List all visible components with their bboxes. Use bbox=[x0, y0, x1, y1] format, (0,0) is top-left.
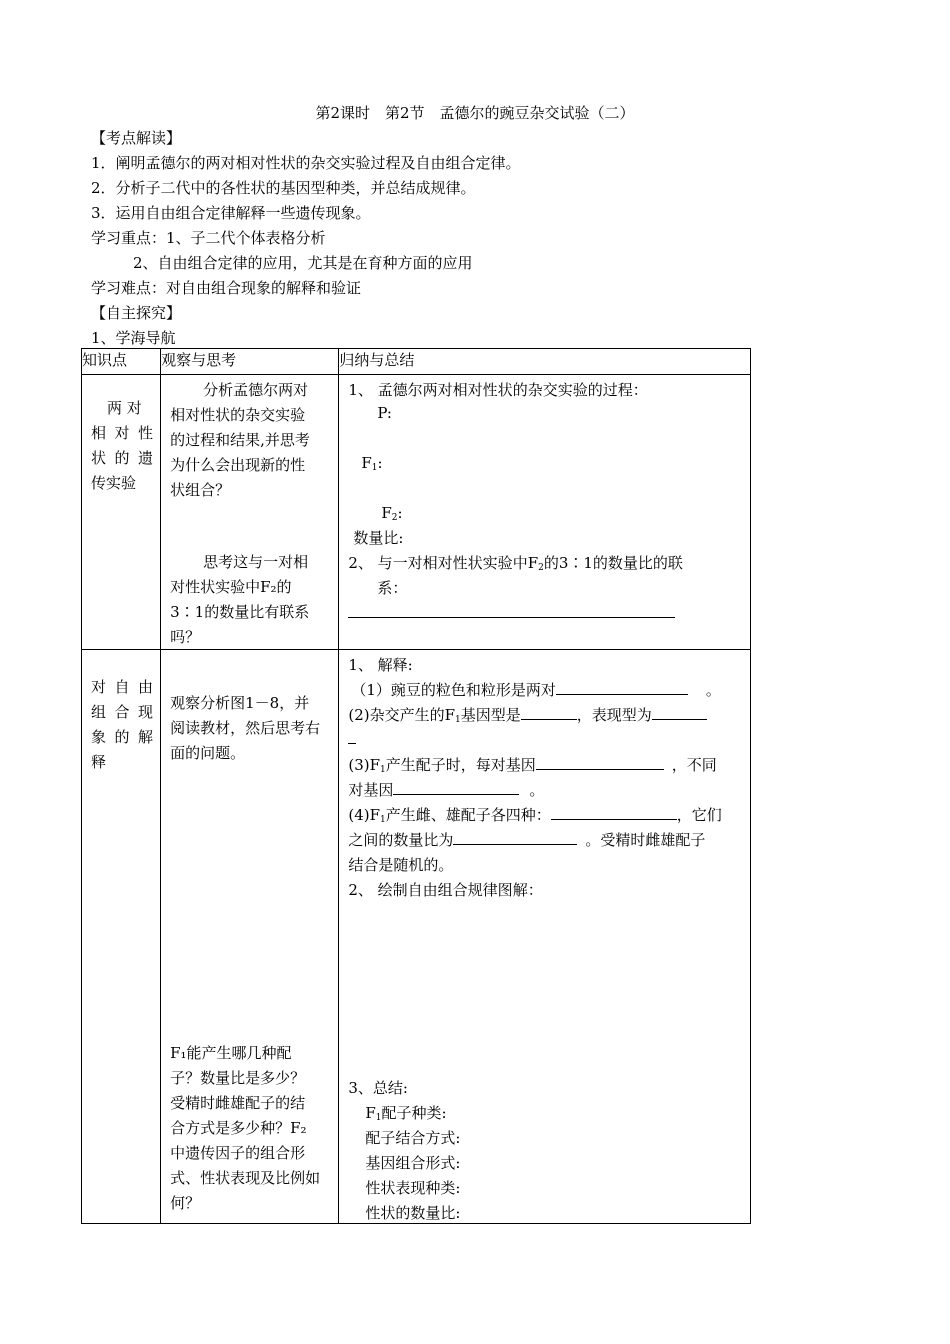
summary-line: （1）豌豆的粒色和粒形是两对 。 bbox=[351, 681, 721, 699]
topic-line: 状的遗 bbox=[91, 449, 153, 467]
topic-line: 释 bbox=[91, 753, 107, 771]
topic-cell bbox=[82, 650, 161, 1224]
summary-line: 1、 孟德尔两对相对性状的杂交实验的过程： bbox=[348, 381, 648, 399]
answer-blank[interactable] bbox=[393, 780, 519, 795]
answer-blank[interactable] bbox=[556, 680, 688, 695]
key-point-1: 学习重点：1、子二代个体表格分析 bbox=[91, 229, 326, 247]
answer-blank[interactable] bbox=[348, 729, 356, 744]
zizhu-header: 【自主探究】 bbox=[91, 304, 182, 322]
summary-line: 对基因 。 bbox=[348, 781, 545, 799]
summary-line: 性状的数量比: bbox=[365, 1204, 461, 1222]
summary-cell bbox=[339, 375, 751, 650]
answer-blank[interactable] bbox=[453, 830, 577, 845]
observe-line: 思考这与一对相 bbox=[203, 553, 309, 571]
summary-line: (2)杂交产生的$F_1$基因型是 ，表现型为 bbox=[348, 704, 706, 725]
answer-blank[interactable] bbox=[551, 805, 677, 820]
summary-line: 3、总结: bbox=[348, 1079, 408, 1097]
observe-line: 分析孟德尔两对 bbox=[203, 381, 309, 399]
summary-line: 基因组合形式: bbox=[365, 1154, 461, 1172]
summary-cell bbox=[339, 650, 751, 1224]
header-topic: 知识点 bbox=[82, 349, 161, 375]
observe-line: 状组合？ bbox=[170, 481, 231, 499]
observe-line: 面的问题。 bbox=[170, 744, 246, 762]
observe-line: 受精时雌雄配子的结 bbox=[170, 1094, 306, 1112]
kaodian-item-1: 1．阐明孟德尔的两对相对性状的杂交实验过程及自由组合定律。 bbox=[91, 154, 521, 172]
summary-line: 1、 解释: bbox=[348, 656, 413, 674]
observe-line: 吗？ bbox=[170, 628, 201, 646]
topic-line: 象的解 bbox=[91, 728, 153, 746]
observe-line: 观察分析图1－8，并 bbox=[170, 694, 310, 712]
study-table bbox=[81, 348, 751, 1224]
topic-line: 对自由 bbox=[91, 678, 153, 696]
observe-line: 对性状实验中F₂的 bbox=[170, 578, 292, 596]
kaodian-header: 【考点解读】 bbox=[91, 129, 182, 147]
f1-label: $F_1$: bbox=[361, 454, 383, 473]
observe-cell bbox=[161, 375, 339, 650]
table-row bbox=[82, 650, 751, 1224]
summary-line: 性状表现种类: bbox=[365, 1179, 461, 1197]
summary-line: $(3)F_1$产生配子时，每对基因 ，不同 bbox=[348, 756, 717, 775]
summary-line: $(4)F_1$产生雌、雄配子各四种： ，它们 bbox=[348, 806, 722, 825]
summary-line: $F_1$配子种类: bbox=[365, 1104, 447, 1123]
answer-blank[interactable] bbox=[348, 601, 675, 618]
observe-line: 何？ bbox=[170, 1194, 201, 1212]
topic-line: 传实验 bbox=[91, 474, 137, 492]
observe-line: 阅读教材，然后思考右 bbox=[170, 719, 321, 737]
observe-line: 式、性状表现及比例如 bbox=[170, 1169, 321, 1187]
observe-line: 中遗传因子的组合形 bbox=[170, 1144, 306, 1162]
summary-line: 2、 绘制自由组合规律图解： bbox=[348, 881, 543, 899]
observe-line: 为什么会出现新的性 bbox=[170, 456, 306, 474]
xuehai-label: 1、学海导航 bbox=[91, 329, 176, 347]
page-title: 第2课时 第2节 孟德尔的豌豆杂交试验（二） bbox=[315, 104, 635, 122]
topic-line: 组合现 bbox=[91, 703, 153, 721]
answer-blank[interactable] bbox=[652, 705, 707, 720]
summary-line: 结合是随机的。 bbox=[348, 856, 454, 874]
topic-cell bbox=[82, 375, 161, 650]
summary-line: 系： bbox=[377, 579, 408, 597]
summary-line: 2、 与一对相对性状实验中$F_2$的3∶1的数量比的联 bbox=[348, 554, 683, 573]
topic-line: 两 对 bbox=[107, 399, 142, 417]
summary-line: 之间的数量比为 。受精时雌雄配子 bbox=[348, 831, 706, 849]
ratio-label: 数量比: bbox=[353, 529, 404, 547]
difficult-point: 学习难点：对自由组合现象的解释和验证 bbox=[91, 279, 362, 297]
observe-line: 3∶1的数量比有联系 bbox=[170, 603, 310, 621]
table-header-row bbox=[82, 349, 751, 375]
header-observe: 观察与思考 bbox=[161, 349, 339, 375]
key-point-2: 2、自由组合定律的应用，尤其是在育种方面的应用 bbox=[133, 254, 473, 272]
header-summary: 归纳与总结 bbox=[339, 349, 751, 375]
answer-blank[interactable] bbox=[521, 705, 577, 720]
topic-line: 相对性 bbox=[91, 424, 153, 442]
answer-blank[interactable] bbox=[536, 755, 664, 770]
kaodian-item-3: 3．运用自由组合定律解释一些遗传现象。 bbox=[91, 204, 371, 222]
observe-line: F₁能产生哪几种配 bbox=[170, 1044, 292, 1062]
summary-line: 配子结合方式: bbox=[365, 1129, 461, 1147]
table-row bbox=[82, 375, 751, 650]
observe-line: 相对性状的杂交实验 bbox=[170, 406, 306, 424]
observe-line: 合方式是多少种？F₂ bbox=[170, 1119, 307, 1137]
observe-line: 的过程和结果,并思考 bbox=[170, 431, 310, 449]
kaodian-item-2: 2．分析子二代中的各性状的基因型种类，并总结成规律。 bbox=[91, 179, 476, 197]
p-label: P: bbox=[377, 404, 392, 422]
observe-cell bbox=[161, 650, 339, 1224]
observe-line: 子？数量比是多少？ bbox=[170, 1069, 306, 1087]
f2-label: $F_2$: bbox=[381, 504, 403, 523]
